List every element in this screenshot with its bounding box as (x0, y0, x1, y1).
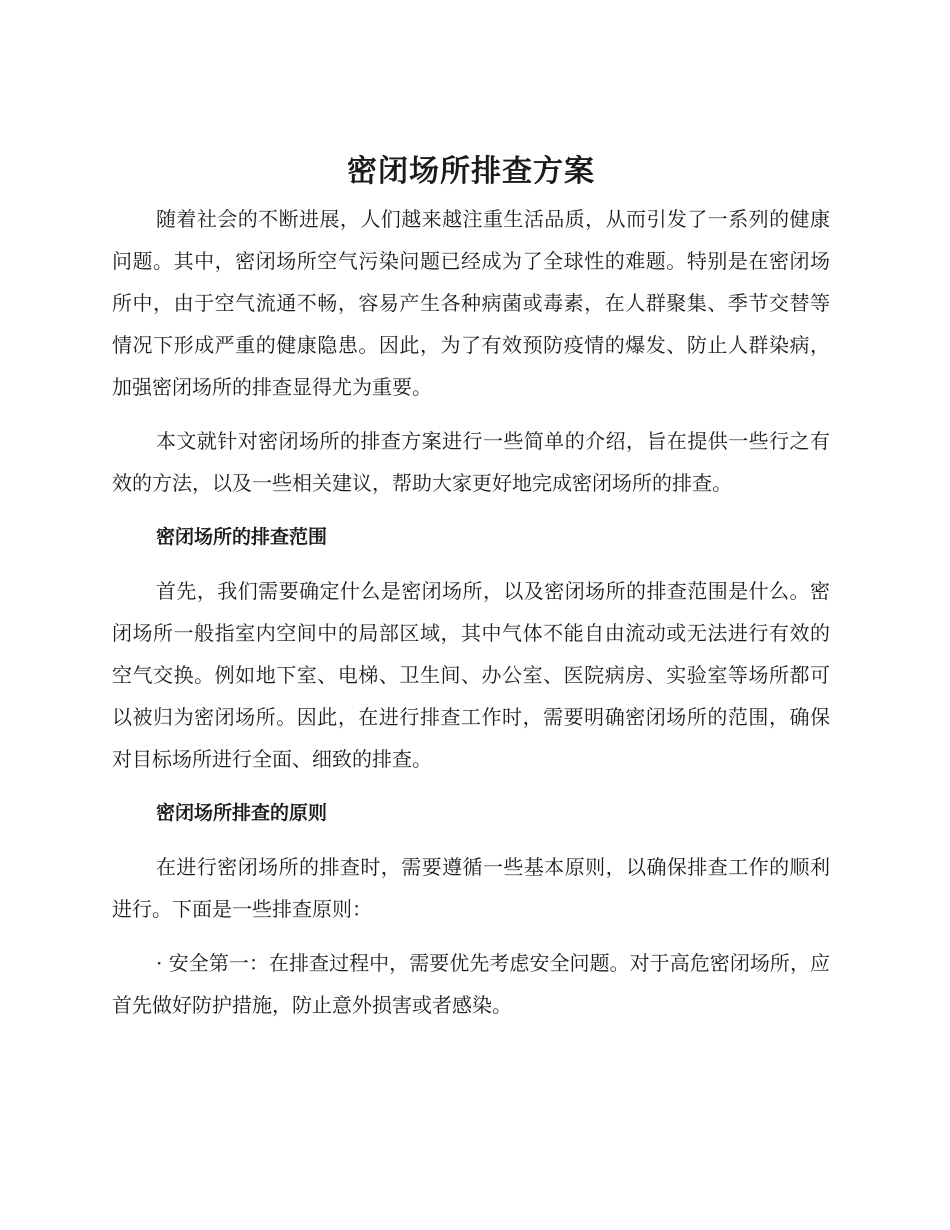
document-page (112, 150, 830, 1038)
intro-paragraph-2: 本文就针对密闭场所的排查方案进行一些简单的介绍，旨在提供一些行之有效的方法，以及一些相关建议，帮助大家更好地完成密闭场所的排查。 (112, 429, 830, 495)
section-paragraph-scope: 首先，我们需要确定什么是密闭场所，以及密闭场所的排查范围是什么。密闭场所一般指室内空间中的局部区域，其中气体不能自由流动或无法进行有效的空气交换。例如地下室、电梯、卫生间、办公室、医院病房、实验室等场所都可以被归为密闭场所。因此，在进行排查工作时，需要明确密闭场所的范围，确保对目标场所进行全面、细致的排查。 (112, 579, 830, 771)
section-heading-scope: 密闭场所的排查范围 (156, 526, 328, 548)
section-heading-principles: 密闭场所排查的原则 (156, 802, 328, 824)
document-title: 密闭场所排查方案 (347, 154, 595, 189)
intro-paragraph-1: 随着社会的不断进展，人们越来越注重生活品质，从而引发了一系列的健康问题。其中，密闭场所空气污染问题已经成为了全球性的难题。特别是在密闭场所中，由于空气流通不畅，容易产生各种病菌或毒素，在人群聚集、季节交替等情况下形成严重的健康隐患。因此，为了有效预防疫情的爆发、防止人群染病，加强密闭场所的排查显得尤为重要。 (112, 207, 830, 399)
principle-bullet-item: · 安全第一：在排查过程中，需要优先考虑安全问题。对于高危密闭场所，应首先做好防护措施，防止意外损害或者感染。 (112, 951, 830, 1017)
section-paragraph-principles: 在进行密闭场所的排查时，需要遵循一些基本原则，以确保排查工作的顺利进行。下面是一些排查原则： (112, 855, 830, 921)
